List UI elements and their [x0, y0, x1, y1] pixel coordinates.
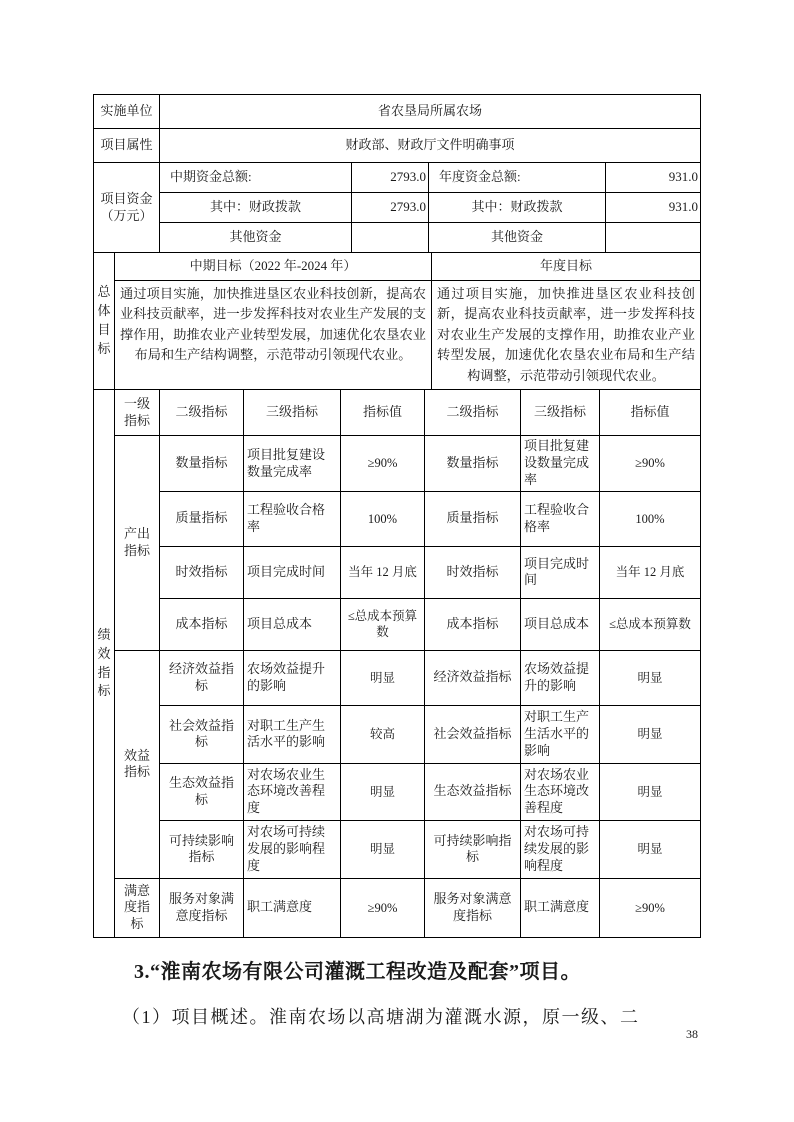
performance-indicators-label: 绩效指标	[94, 390, 115, 938]
indicator-l3: 项目批复建设数量完成率	[521, 436, 600, 492]
midterm-fiscal-label: 其中：财政拨款	[160, 193, 352, 223]
indicator-l2: 经济效益指标	[425, 650, 521, 705]
indicator-l3: 工程验收合格率	[521, 491, 600, 546]
indicator-value: 100%	[341, 491, 425, 546]
page-number: 38	[686, 1027, 698, 1041]
indicator-l2: 可持续影响指标	[425, 820, 521, 878]
indicator-l2: 数量指标	[425, 436, 521, 492]
indicator-value: 明显	[341, 763, 425, 820]
performance-indicators-table	[93, 389, 701, 938]
indicator-l2: 服务对象满意度指标	[160, 878, 244, 937]
level2-header-annual: 二级指标	[425, 390, 521, 436]
level3-header-mid: 三级指标	[244, 390, 341, 436]
midterm-other-label: 其他资金	[160, 223, 352, 253]
implementing-unit-label: 实施单位	[94, 95, 160, 129]
indicator-l3: 农场效益提升的影响	[244, 650, 341, 705]
annual-other-label: 其他资金	[429, 223, 606, 253]
indicator-l2: 质量指标	[425, 491, 521, 546]
level2-header-mid: 二级指标	[160, 390, 244, 436]
document-content	[93, 94, 702, 1030]
midterm-total-value: 2793.0	[352, 163, 429, 193]
indicator-value: ≤总成本预算数	[341, 598, 425, 650]
annual-goal-header: 年度目标	[432, 253, 701, 281]
indicator-l3: 职工满意度	[244, 878, 341, 937]
value-header-annual: 指标值	[600, 390, 701, 436]
indicator-value: 明显	[600, 763, 701, 820]
level3-header-annual: 三级指标	[521, 390, 600, 436]
indicator-l3: 对职工生产生活水平的影响	[521, 705, 600, 763]
indicator-l3: 职工满意度	[521, 878, 600, 937]
indicator-l3: 对农场农业生态环境改善程度	[521, 763, 600, 820]
indicator-l2: 数量指标	[160, 436, 244, 492]
annual-total-label: 年度资金总额:	[429, 163, 606, 193]
benefit-indicators-group: 效益指标	[115, 650, 160, 878]
project-info-table	[93, 94, 701, 253]
indicator-l3: 对农场可持续发展的影响程度	[521, 820, 600, 878]
body-paragraph: （1）项目概述。淮南农场以高塘湖为灌溉水源，原一级、二	[122, 1006, 640, 1027]
indicator-l2: 服务对象满意度指标	[425, 878, 521, 937]
level1-header: 一级指标	[115, 390, 160, 436]
indicator-l2: 时效指标	[160, 546, 244, 598]
indicator-l3: 项目总成本	[521, 598, 600, 650]
indicator-l3: 对农场农业生态环境改善程度	[244, 763, 341, 820]
annual-other-value	[606, 223, 701, 253]
indicator-value: 明显	[600, 705, 701, 763]
indicator-l2: 社会效益指标	[425, 705, 521, 763]
indicator-value: 当年 12 月底	[341, 546, 425, 598]
indicator-l3: 项目批复建设数量完成率	[244, 436, 341, 492]
indicator-l3: 项目完成时间	[521, 546, 600, 598]
indicator-value: ≤总成本预算数	[600, 598, 701, 650]
output-indicators-group: 产出指标	[115, 436, 160, 651]
section-heading: 3.“淮南农场有限公司灌溉工程改造及配套”项目。	[134, 960, 581, 983]
annual-fiscal-label: 其中：财政拨款	[429, 193, 606, 223]
indicator-l2: 时效指标	[425, 546, 521, 598]
indicator-l3: 项目总成本	[244, 598, 341, 650]
indicator-value: ≥90%	[600, 878, 701, 937]
indicator-l2: 经济效益指标	[160, 650, 244, 705]
midterm-total-label: 中期资金总额:	[160, 163, 352, 193]
annual-total-value: 931.0	[606, 163, 701, 193]
midterm-goal-text: 通过项目实施，加快推进垦区农业科技创新，提高农业科技贡献率，进一步发挥科技对农业生产发展的支撑作用，助推农业产业转型发展，加速优化农垦农业布局和生产结构调整，示范带动引领现代农业。	[115, 281, 432, 390]
satisfaction-indicators-group: 满意度指标	[115, 878, 160, 937]
overall-goal-label: 总体目标	[94, 253, 115, 390]
indicator-value: 明显	[600, 820, 701, 878]
implementing-unit-value: 省农垦局所属农场	[160, 95, 701, 129]
indicator-value: ≥90%	[600, 436, 701, 492]
indicator-l2: 生态效益指标	[425, 763, 521, 820]
indicator-l2: 成本指标	[425, 598, 521, 650]
indicator-value: 明显	[600, 650, 701, 705]
midterm-other-value	[352, 223, 429, 253]
annual-fiscal-value: 931.0	[606, 193, 701, 223]
indicator-l3: 对农场可持续发展的影响程度	[244, 820, 341, 878]
indicator-value: 100%	[600, 491, 701, 546]
indicator-value: 较高	[341, 705, 425, 763]
project-attribute-label: 项目属性	[94, 129, 160, 163]
project-attribute-value: 财政部、财政厅文件明确事项	[160, 129, 701, 163]
value-header-mid: 指标值	[341, 390, 425, 436]
indicator-l3: 农场效益提升的影响	[521, 650, 600, 705]
annual-goal-text: 通过项目实施，加快推进垦区农业科技创新，提高农业科技贡献率，进一步发挥科技对农业生产发展的支撑作用，助推农业产业转型发展，加速优化农垦农业布局和生产结构调整，示范带动引领现代农业。	[432, 281, 701, 390]
midterm-fiscal-value: 2793.0	[352, 193, 429, 223]
indicator-l2: 成本指标	[160, 598, 244, 650]
midterm-goal-header: 中期目标（2022 年-2024 年）	[115, 253, 432, 281]
indicator-l2: 生态效益指标	[160, 763, 244, 820]
indicator-value: 明显	[341, 820, 425, 878]
indicator-l3: 对职工生产生活水平的影响	[244, 705, 341, 763]
overall-goals-table	[93, 252, 701, 390]
indicator-l3: 工程验收合格率	[244, 491, 341, 546]
indicator-value: 明显	[341, 650, 425, 705]
project-funding-label: 项目资金（万元）	[94, 163, 160, 253]
indicator-l2: 可持续影响指标	[160, 820, 244, 878]
indicator-value: 当年 12 月底	[600, 546, 701, 598]
indicator-l3: 项目完成时间	[244, 546, 341, 598]
indicator-l2: 质量指标	[160, 491, 244, 546]
indicator-l2: 社会效益指标	[160, 705, 244, 763]
indicator-value: ≥90%	[341, 878, 425, 937]
indicator-value: ≥90%	[341, 436, 425, 492]
